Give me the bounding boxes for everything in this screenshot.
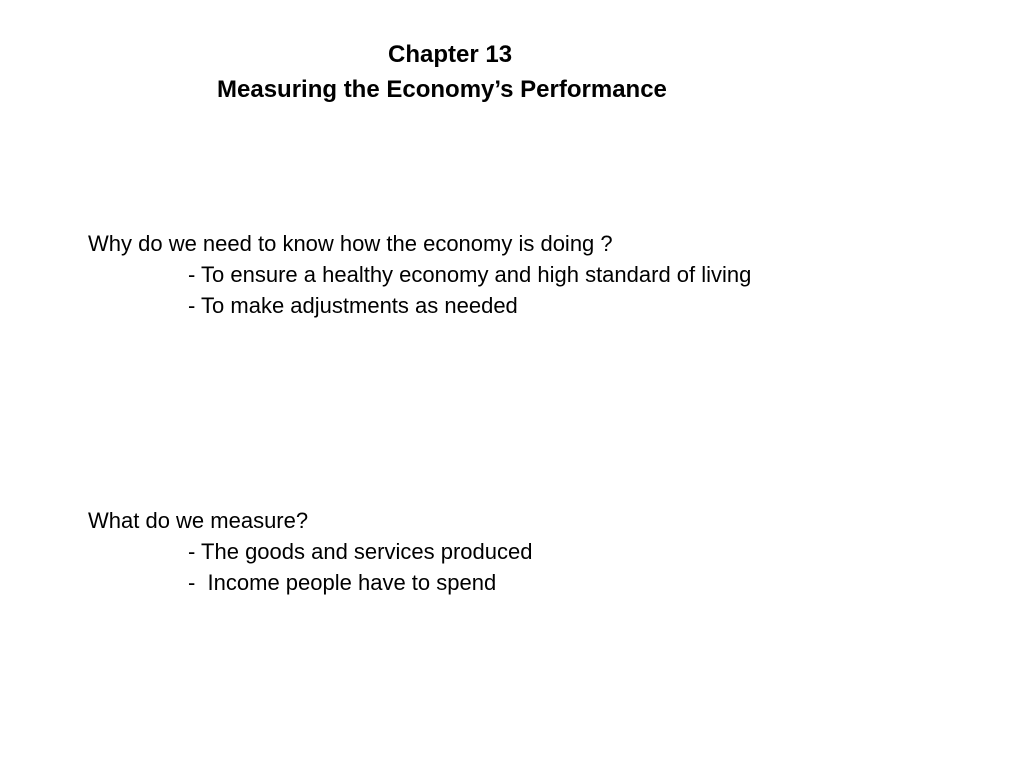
section-question: Why do we need to know how the economy is doing ?: [88, 231, 613, 256]
section-question: What do we measure?: [88, 508, 309, 533]
section-why-measure: [88, 229, 988, 321]
chapter-subtitle: Measuring the Economy’s Performance: [217, 76, 667, 103]
section-answer: - Income people have to spend: [188, 570, 497, 595]
section-answer: - The goods and services produced: [188, 539, 533, 564]
chapter-heading: Chapter 13: [388, 41, 513, 68]
section-answer: - To make adjustments as needed: [188, 293, 518, 318]
section-answer: - To ensure a healthy economy and high standard of living: [188, 262, 752, 287]
section-what-measure: [88, 506, 988, 598]
